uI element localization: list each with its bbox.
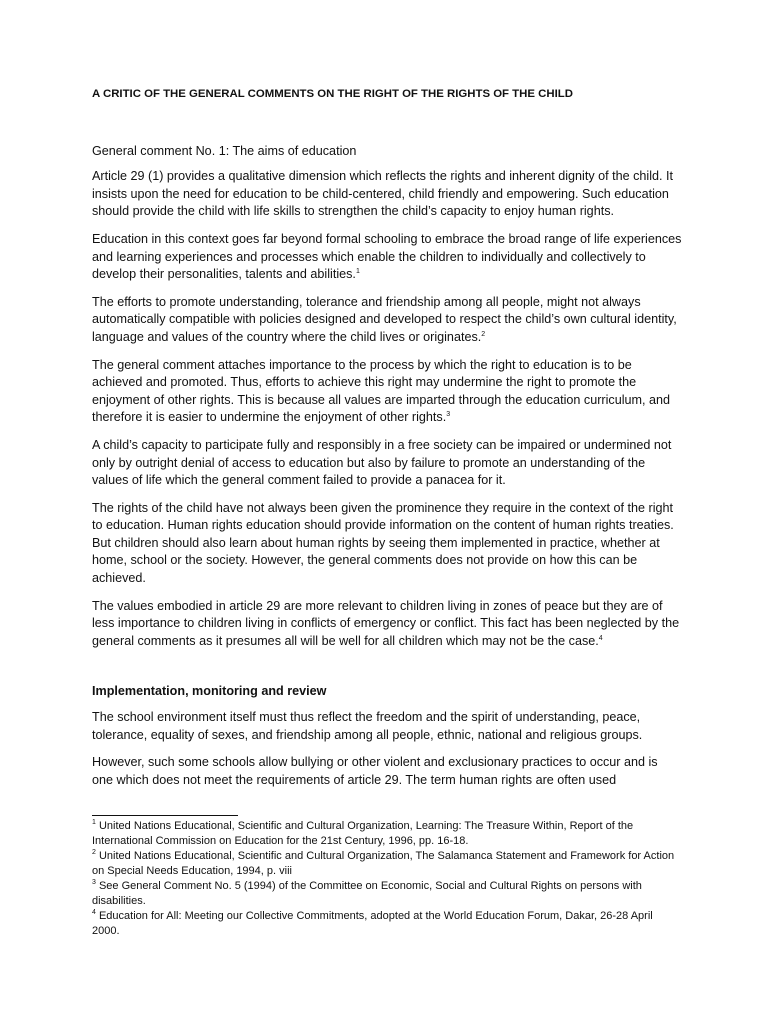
footnote: $^1$ United Nations Educational, Scientific and Cultural Organization, Learning: The Treasure Within, Report of the International Commission on Education for the 21st Century, 1996, pp. 16-18. (92, 819, 634, 847)
footnote: $^4$ Education for All: Meeting our Collective Commitments, adopted at the World Education Forum, Dakar, 26-28 April 2000. (92, 909, 653, 937)
paragraph: The school environment itself must thus reflect the freedom and the spirit of understanding, peace, tolerance, equality of sexes, and friendship among all people, ethnic, national and religious groups. (92, 710, 643, 742)
document-subtitle: General comment No. 1: The aims of education (92, 143, 357, 158)
section-heading: Implementation, monitoring and review (92, 684, 327, 699)
footnotes (92, 819, 682, 939)
paragraph: However, such some schools allow bullying or other violent and exclusionary practices to occur and is one which does not meet the requirements of article 29. The term human rights are often used (92, 755, 658, 787)
document-title: A CRITIC OF THE GENERAL COMMENTS ON THE RIGHT OF THE RIGHTS OF THE CHILD (92, 88, 573, 100)
footnote-ref[interactable]: 4 (598, 634, 603, 642)
footnote-ref[interactable]: 1 (355, 268, 360, 276)
footnote-ref[interactable]: 3 (446, 411, 451, 419)
paragraph: The values embodied in article 29 are more relevant to children living in zones of peace but they are of less importance to children living in conflicts of emergency or conflict. This fact has been neglected by the general comments as it presumes all will be well for all children which may not be the case.$^4$ (92, 598, 680, 648)
paragraph: Article 29 (1) provides a qualitative dimension which reflects the rights and inherent dignity of the child. It insists upon the need for education to be child-centered, child friendly and empowering. Such education should provide the child with life skills to strengthen the child’s capacity to enjoy human rights. (92, 169, 674, 219)
paragraph: Education in this context goes far beyond formal schooling to embrace the broad range of life experiences and learning experiences and processes which enable the children to individually and collectively to develop their personalities, talents and abilities.$^1$ (92, 231, 682, 282)
paragraph: The rights of the child have not always been given the prominence they require in the context of the right to education. Human rights education should provide information on the content of human rights treaties. But children should also learn about human rights by seeing them implemented in practice, whether at home, school or the society. However, the general comments does not provide on how this can be achieved. (92, 500, 674, 586)
paragraph: The efforts to promote understanding, tolerance and friendship among all people, might not always automatically compatible with policies designed and developed to respect the child’s own cultural identity, language and values of the country where the child lives or originates.$^2$ (92, 294, 677, 344)
footnote-separator (92, 815, 238, 816)
footnote: $^2$ United Nations Educational, Scientific and Cultural Organization, The Salamanca Statement and Framework for Action on Special Needs Education, 1994, p. viii (92, 849, 675, 877)
footnote: $^3$ See General Comment No. 5 (1994) of the Committee on Economic, Social and Cultural Rights on persons with disabilities. (92, 879, 642, 907)
footnote-ref[interactable]: 2 (481, 330, 486, 338)
document-body (92, 86, 682, 799)
paragraph: A child’s capacity to participate fully and responsibly in a free society can be impaired or undermined not only by outright denial of access to education but also by failure to promote an understanding of the values of life which the general comment failed to provide a panacea for it. (92, 437, 672, 488)
paragraph: The general comment attaches importance to the process by which the right to education is to be achieved and promoted. Thus, efforts to achieve this right may undermine the right to promote the enjoyment of other rights. This is because all values are imparted through the education curriculum, and therefore it is easier to undermine the enjoyment of other rights.$^3$ (92, 357, 670, 425)
